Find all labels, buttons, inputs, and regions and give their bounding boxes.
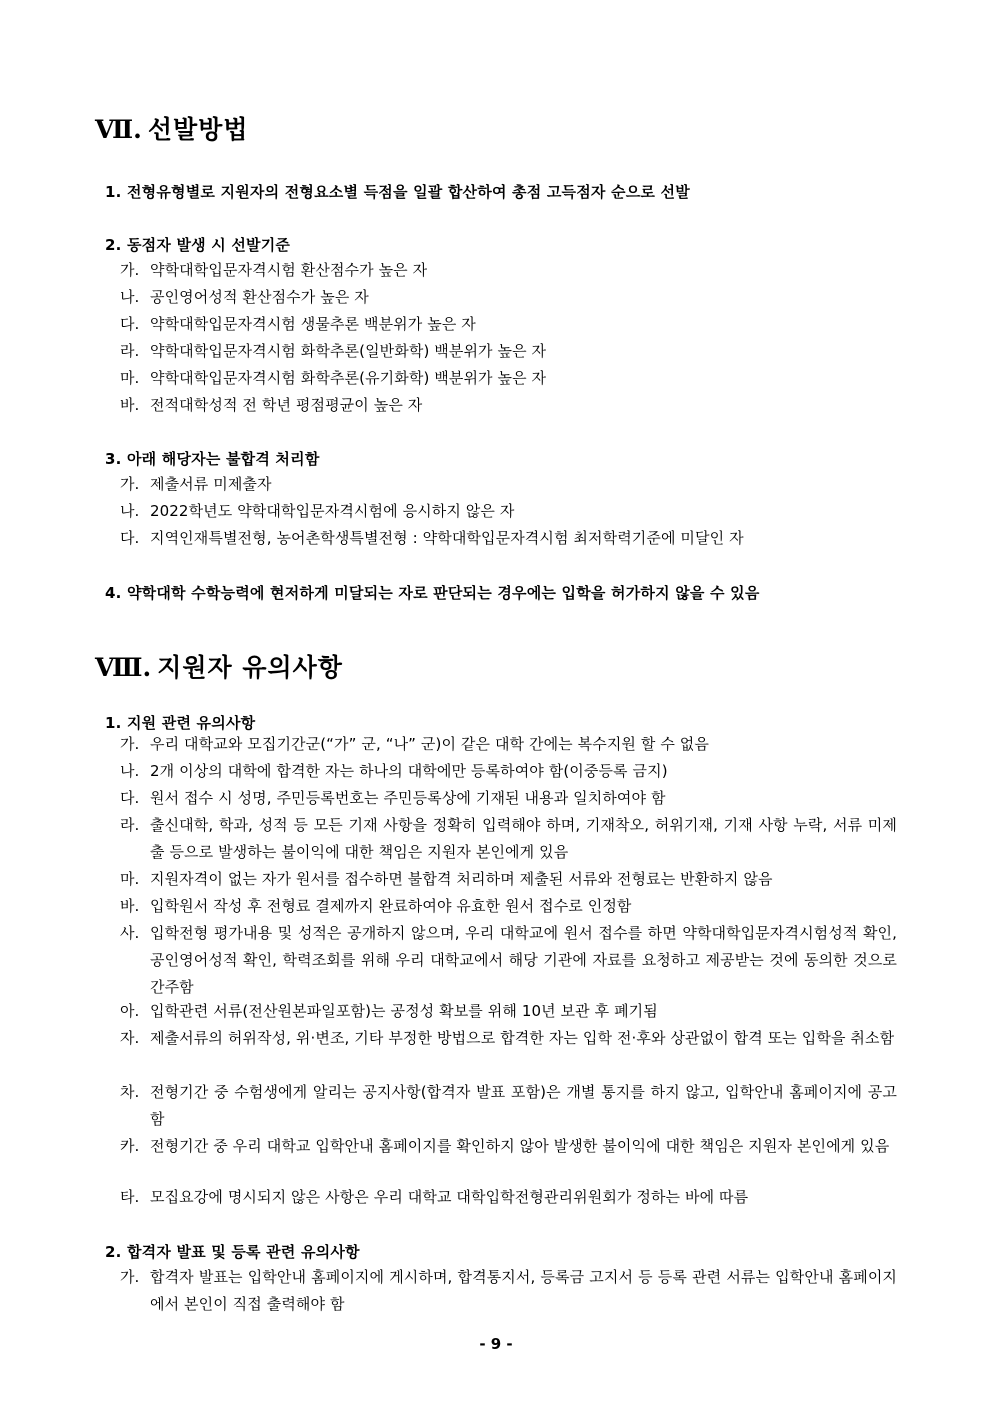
list-item bbox=[120, 338, 897, 365]
list-marker: 가. bbox=[120, 1268, 140, 1286]
list-marker: 마. bbox=[120, 870, 140, 888]
list-text: 전형기간 중 우리 대학교 입학안내 홈페이지를 확인하지 않아 발생한 불이익에 대한 책임은 지원자 본인에게 있음 bbox=[150, 1137, 890, 1155]
list-item bbox=[120, 866, 897, 893]
list-text: 우리 대학교와 모집기간군(“가” 군, “나” 군)이 같은 대학 간에는 복수지원 할 수 없음 bbox=[150, 735, 709, 753]
list-item bbox=[120, 1079, 897, 1133]
list-text: 약학대학입문자격시험 환산점수가 높은 자 bbox=[150, 261, 428, 279]
list-item bbox=[120, 1025, 897, 1052]
list-marker: 타. bbox=[120, 1188, 140, 1206]
section-heading: 2. 합격자 발표 및 등록 관련 유의사항 bbox=[105, 1243, 360, 1261]
list-marker: 나. bbox=[120, 502, 140, 520]
section-heading: 2. 동점자 발생 시 선발기준 bbox=[105, 236, 291, 254]
list-item bbox=[120, 498, 897, 525]
list-item bbox=[120, 758, 897, 785]
list-text: 제출서류 미제출자 bbox=[150, 475, 272, 493]
list-text: 원서 접수 시 성명, 주민등록번호는 주민등록상에 기재된 내용과 일치하여야 함 bbox=[150, 789, 666, 807]
list-marker: 카. bbox=[120, 1137, 140, 1155]
section-heading: 1. 전형유형별로 지원자의 전형요소별 득점을 일괄 합산하여 총점 고득점자 순으로 선발 bbox=[105, 183, 690, 201]
list-item bbox=[120, 525, 897, 552]
list-marker: 차. bbox=[120, 1083, 140, 1101]
list-text: 입학전형 평가내용 및 성적은 공개하지 않으며, 우리 대학교에 원서 접수를 하면 약학대학입문자격시험성적 확인, 공인영어성적 확인, 학력조회를 위해 우리 대학교에서 해당 기관에 자료를 요청하고 제공받는 것에 동의한 것으로 간주함 bbox=[150, 924, 897, 996]
list-text: 모집요강에 명시되지 않은 사항은 우리 대학교 대학입학전형관리위원회가 정하는 바에 따름 bbox=[150, 1188, 749, 1206]
list-marker: 가. bbox=[120, 735, 140, 753]
list-item bbox=[120, 284, 897, 311]
chapter-heading-8 bbox=[95, 648, 343, 684]
list-marker: 바. bbox=[120, 396, 140, 414]
page-number: - 9 - bbox=[479, 1335, 513, 1353]
list-text: 입학원서 작성 후 전형료 결제까지 완료하여야 유효한 원서 접수로 인정함 bbox=[150, 897, 632, 915]
list-item bbox=[120, 893, 897, 920]
section-heading: 1. 지원 관련 유의사항 bbox=[105, 714, 256, 732]
chapter-numeral: Ⅶ. bbox=[95, 115, 142, 144]
list-marker: 다. bbox=[120, 789, 140, 807]
list-marker: 가. bbox=[120, 261, 140, 279]
list-marker: 나. bbox=[120, 762, 140, 780]
list-text: 전적대학성적 전 학년 평점평균이 높은 자 bbox=[150, 396, 423, 414]
list-text: 약학대학입문자격시험 화학추론(일반화학) 백분위가 높은 자 bbox=[150, 342, 547, 360]
list-marker: 나. bbox=[120, 288, 140, 306]
list-item bbox=[120, 812, 897, 866]
list-marker: 가. bbox=[120, 475, 140, 493]
list-text: 전형기간 중 수험생에게 알리는 공지사항(합격자 발표 포함)은 개별 통지를 하지 않고, 입학안내 홈페이지에 공고함 bbox=[150, 1083, 897, 1128]
list-item bbox=[120, 1264, 897, 1318]
list-item bbox=[120, 785, 897, 812]
list-text: 약학대학입문자격시험 생물추론 백분위가 높은 자 bbox=[150, 315, 476, 333]
list-item bbox=[120, 998, 897, 1025]
list-item bbox=[120, 257, 897, 284]
list-marker: 자. bbox=[120, 1029, 140, 1047]
list-marker: 라. bbox=[120, 342, 140, 360]
list-text: 지역인재특별전형, 농어촌학생특별전형 : 약학대학입문자격시험 최저학력기준에 미달인 자 bbox=[150, 529, 744, 547]
list-item bbox=[120, 920, 897, 1001]
list-marker: 마. bbox=[120, 369, 140, 387]
list-marker: 다. bbox=[120, 529, 140, 547]
list-text: 공인영어성적 환산점수가 높은 자 bbox=[150, 288, 369, 306]
list-text: 2개 이상의 대학에 합격한 자는 하나의 대학에만 등록하여야 함(이중등록 금지) bbox=[150, 762, 668, 780]
chapter-title: 선발방법 bbox=[147, 115, 249, 144]
section-heading: 4. 약학대학 수학능력에 현저하게 미달되는 자로 판단되는 경우에는 입학을 허가하지 않을 수 있음 bbox=[105, 584, 760, 602]
list-text: 2022학년도 약학대학입문자격시험에 응시하지 않은 자 bbox=[150, 502, 515, 520]
list-item bbox=[120, 1184, 897, 1211]
list-item bbox=[120, 311, 897, 338]
list-marker: 다. bbox=[120, 315, 140, 333]
list-item bbox=[120, 365, 897, 392]
list-text: 약학대학입문자격시험 화학추론(유기화학) 백분위가 높은 자 bbox=[150, 369, 547, 387]
section-heading: 3. 아래 해당자는 불합격 처리함 bbox=[105, 450, 320, 468]
list-marker: 바. bbox=[120, 897, 140, 915]
chapter-numeral: Ⅷ. bbox=[95, 653, 152, 682]
list-item bbox=[120, 392, 897, 419]
chapter-title: 지원자 유의사항 bbox=[157, 653, 343, 682]
list-item bbox=[120, 1133, 897, 1160]
list-text: 제출서류의 허위작성, 위·변조, 기타 부정한 방법으로 합격한 자는 입학 전·후와 상관없이 합격 또는 입학을 취소함 bbox=[150, 1029, 895, 1047]
list-marker: 아. bbox=[120, 1002, 140, 1020]
list-item bbox=[120, 731, 897, 758]
list-item bbox=[120, 471, 897, 498]
list-text: 출신대학, 학과, 성적 등 모든 기재 사항을 정확히 입력해야 하며, 기재착오, 허위기재, 기재 사항 누락, 서류 미제출 등으로 발생하는 불이익에 대한 책임은 지원자 본인에게 있음 bbox=[150, 816, 897, 861]
chapter-heading-7 bbox=[95, 110, 248, 146]
list-marker: 사. bbox=[120, 924, 140, 942]
list-text: 합격자 발표는 입학안내 홈페이지에 게시하며, 합격통지서, 등록금 고지서 등 등록 관련 서류는 입학안내 홈페이지에서 본인이 직접 출력해야 함 bbox=[150, 1268, 897, 1313]
list-marker: 라. bbox=[120, 816, 140, 834]
list-text: 입학관련 서류(전산원본파일포함)는 공정성 확보를 위해 10년 보관 후 폐기됨 bbox=[150, 1002, 658, 1020]
list-text: 지원자격이 없는 자가 원서를 접수하면 불합격 처리하며 제출된 서류와 전형료는 반환하지 않음 bbox=[150, 870, 773, 888]
